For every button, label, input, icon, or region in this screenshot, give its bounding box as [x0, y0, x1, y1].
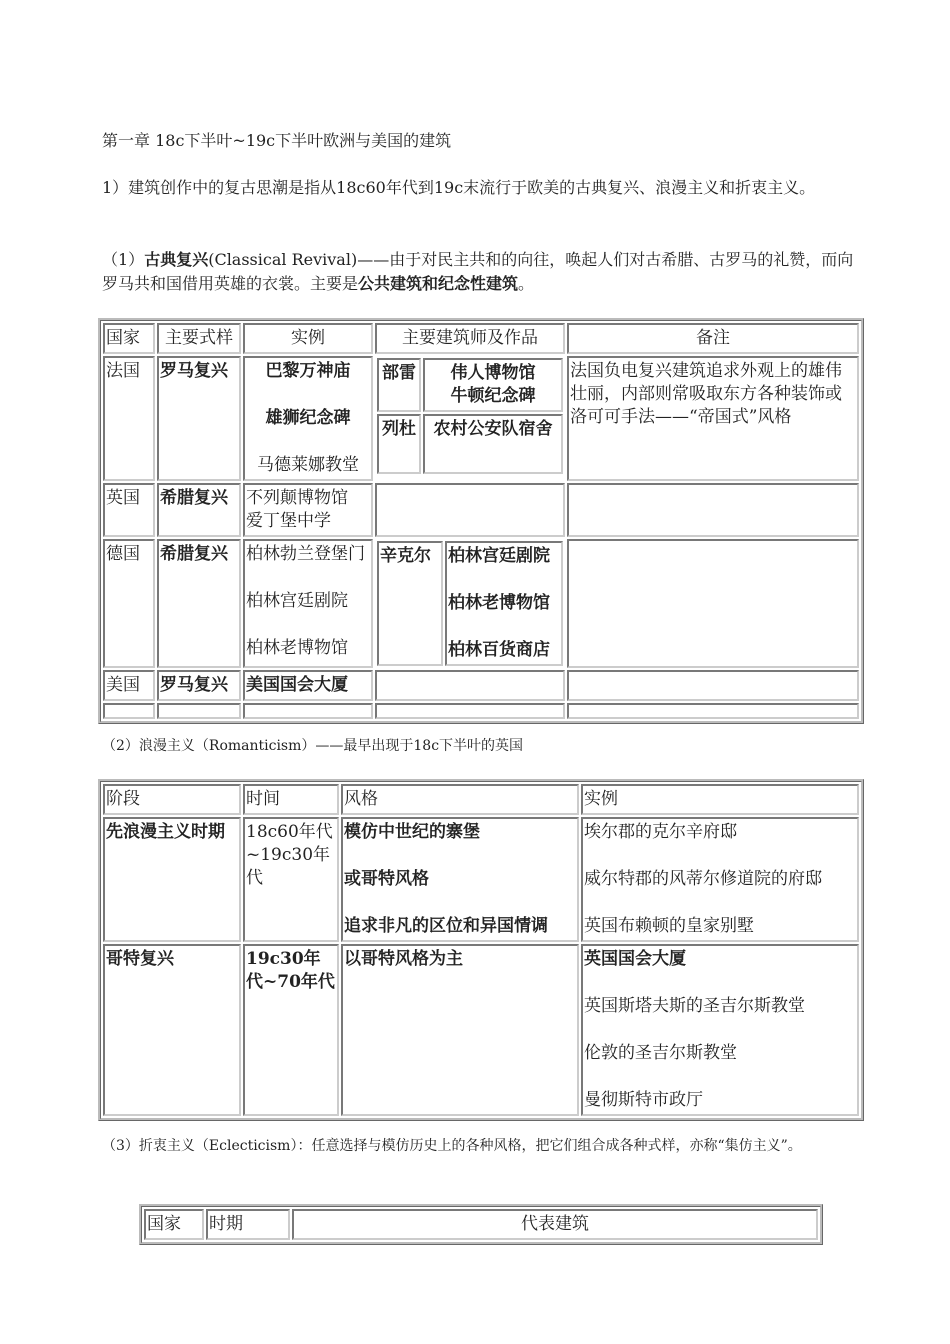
t3-header-buildings: 代表建筑	[292, 1209, 818, 1240]
france-works2: 农村公安队宿舍	[423, 414, 563, 474]
usa-architects	[375, 670, 565, 701]
table-row	[144, 1209, 818, 1240]
pre-romantic-ex1: 埃尔郡的克尔辛府邸	[584, 822, 737, 842]
gothic-revival-examples	[581, 944, 859, 1116]
pre-romantic-time: 18c60年代~19c30年代	[243, 817, 339, 942]
s1-prefix: （1）	[102, 250, 145, 269]
germany-note	[567, 539, 859, 668]
france-examples	[243, 356, 373, 481]
gothic-revival-style: 以哥特风格为主	[341, 944, 579, 1116]
classical-revival-table	[98, 318, 864, 724]
france-works1a: 伟人博物馆	[450, 363, 536, 383]
pre-romantic-style	[341, 817, 579, 942]
france-ex1: 巴黎万神庙	[265, 361, 351, 381]
gothic-revival-stage: 哥特复兴	[103, 944, 241, 1116]
france-ex2: 雄狮纪念碑	[265, 408, 351, 428]
t1-header-architect: 主要建筑师及作品	[375, 323, 565, 354]
france-works1	[423, 358, 563, 412]
germany-examples	[243, 539, 373, 668]
france-arch1: 部雷	[377, 358, 421, 412]
table-row	[103, 817, 859, 942]
gothic-revival-ex4: 曼彻斯特市政厅	[584, 1090, 703, 1110]
uk-ex1: 不列颠博物馆	[246, 488, 348, 508]
t3-header-country: 国家	[144, 1209, 204, 1240]
france-style: 罗马复兴	[157, 356, 241, 481]
germany-country: 德国	[103, 539, 155, 668]
table-row	[103, 703, 859, 719]
pre-romantic-stage: 先浪漫主义时期	[103, 817, 241, 942]
pre-romantic-ex3: 英国布赖顿的皇家别墅	[584, 916, 754, 936]
table-row	[103, 784, 859, 815]
gothic-revival-ex3: 伦敦的圣吉尔斯教堂	[584, 1043, 737, 1063]
uk-architects	[375, 483, 565, 537]
germany-works	[445, 541, 563, 666]
gothic-revival-time: 19c30年代~70年代	[243, 944, 339, 1116]
t1-header-example: 实例	[243, 323, 373, 354]
pre-romantic-style3: 追求非凡的区位和异国情调	[344, 916, 548, 936]
t2-header-style: 风格	[341, 784, 579, 815]
s1-term: 古典复兴	[144, 250, 209, 269]
t3-header-period: 时期	[206, 1209, 290, 1240]
t2-header-time: 时间	[243, 784, 339, 815]
germany-arch: 辛克尔	[377, 541, 443, 666]
table-row	[103, 670, 859, 701]
germany-ex3: 柏林老博物馆	[246, 638, 348, 658]
france-note: 法国负电复兴建筑追求外观上的雄伟壮丽，内部则常吸取东方各种装饰或洛可可手法——“帝国式”风格	[567, 356, 859, 481]
s1-mid: (Classical Revival)——由于对民主共和的向往，唤起人们对古希腊、古罗马的礼赞，而向罗马共和国借用英雄的衣裳。主要是	[102, 250, 854, 293]
germany-architects	[375, 539, 565, 668]
romanticism-heading: （2）浪漫主义（Romanticism）——最早出现于18c下半叶的英国	[102, 738, 524, 754]
uk-style: 希腊复兴	[157, 483, 241, 537]
uk-note	[567, 483, 859, 537]
t2-header-stage: 阶段	[103, 784, 241, 815]
gothic-revival-ex2: 英国斯塔夫斯的圣吉尔斯教堂	[584, 996, 805, 1016]
t1-header-country: 国家	[103, 323, 155, 354]
uk-country: 英国	[103, 483, 155, 537]
uk-examples	[243, 483, 373, 537]
table-row	[103, 944, 859, 1116]
s1-bold-end: 公共建筑和纪念性建筑	[358, 274, 519, 293]
uk-ex2: 爱丁堡中学	[246, 511, 331, 531]
france-architects	[375, 356, 565, 481]
usa-ex1: 美国国会大厦	[243, 670, 373, 701]
t1-header-note: 备注	[567, 323, 859, 354]
france-works1b: 牛顿纪念碑	[450, 386, 536, 406]
eclecticism-table	[139, 1204, 823, 1245]
germany-style: 希腊复兴	[157, 539, 241, 668]
classical-revival-paragraph	[102, 248, 862, 296]
france-architects-subtable	[375, 356, 565, 476]
table-row	[103, 483, 859, 537]
romanticism-table	[98, 779, 864, 1121]
pre-romantic-style1: 模仿中世纪的寨堡	[344, 822, 480, 842]
germany-w3: 柏林百货商店	[448, 640, 550, 660]
pre-romantic-style2: 或哥特风格	[344, 869, 429, 889]
france-ex3: 马德莱娜教堂	[257, 455, 359, 475]
france-country: 法国	[103, 356, 155, 481]
germany-ex2: 柏林宫廷剧院	[246, 591, 348, 611]
gothic-revival-ex1: 英国国会大厦	[584, 949, 686, 969]
eclecticism-heading: （3）折衷主义（Eclecticism）：任意选择与模仿历史上的各种风格，把它们组合成各种式样，亦称“集仿主义”。	[102, 1138, 802, 1154]
table-row	[103, 356, 859, 481]
s1-end: 。	[518, 274, 535, 293]
germany-w2: 柏林老博物馆	[448, 593, 550, 613]
chapter-title: 第一章 18c下半叶~19c下半叶欧洲与美国的建筑	[102, 131, 452, 150]
table-row	[103, 539, 859, 668]
france-arch2: 列杜	[377, 414, 421, 474]
usa-style: 罗马复兴	[157, 670, 241, 701]
table-row	[103, 323, 859, 354]
pre-romantic-examples	[581, 817, 859, 942]
usa-country: 美国	[103, 670, 155, 701]
germany-ex1: 柏林勃兰登堡门	[246, 544, 365, 564]
pre-romantic-ex2: 威尔特郡的风蒂尔修道院的府邸	[584, 869, 822, 889]
t2-header-example: 实例	[581, 784, 859, 815]
intro-paragraph: 1）建筑创作中的复古思潮是指从18c60年代到19c末流行于欧美的古典复兴、浪漫主义和折衷主义。	[102, 178, 816, 197]
germany-w1: 柏林宫廷剧院	[448, 546, 550, 566]
t1-header-style: 主要式样	[157, 323, 241, 354]
usa-note	[567, 670, 859, 701]
germany-architects-subtable	[375, 539, 565, 668]
